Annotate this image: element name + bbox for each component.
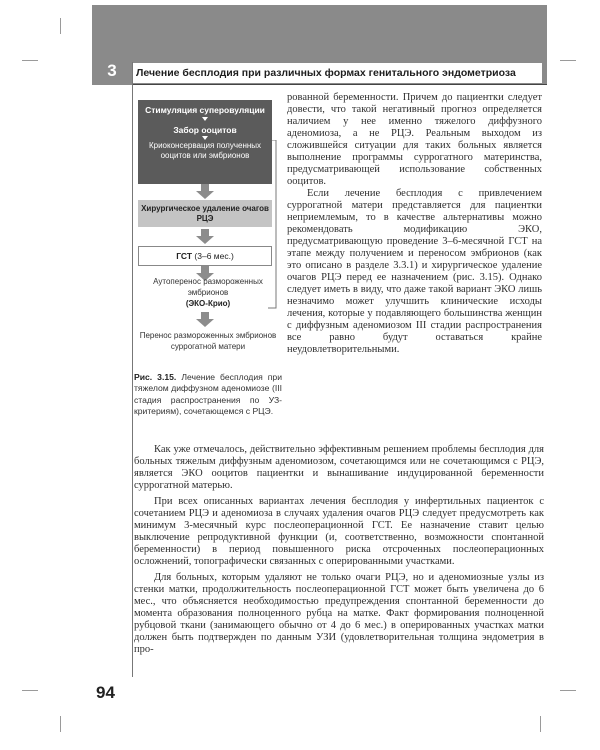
figure-caption-text: Лечение бесплодия при тяжелом диффузном аденомиозе (III стадия распространения по УЗ-критериям), сочетающемся с РЦЭ. — [134, 372, 283, 417]
auto-transfer-text: Аутоперенос размороженных эмбрионов — [153, 277, 263, 297]
stimulation-box — [138, 100, 272, 184]
running-header-title: Лечение бесплодия при различных формах генитального эндометриоза — [132, 63, 542, 83]
surrogate-transfer-step: Перенос размороженных эмбрионов суррогатной матери — [139, 331, 277, 351]
small-arrow-icon — [202, 136, 208, 140]
figure-caption — [134, 372, 282, 418]
oocyte-retrieval-label: Забор ооцитов — [173, 125, 237, 135]
header-rule — [132, 84, 547, 85]
full-width-text — [134, 444, 544, 656]
left-margin-rule — [132, 62, 133, 677]
gst-label: ГСТ — [176, 251, 193, 261]
crop-mark — [22, 60, 38, 61]
small-arrow-icon — [202, 117, 208, 121]
paragraph: рованной беременности. Причем до пациентки следует довести, что такой негативный прогноз определяется наличием у нее именно тяжелого диффузного аденомиоза, а не РЦЭ. Реальным выходом из сложившейся ситуации для таких больных является выполнение программы суррогатного материнства, предусматривающей использование собственных ооцитов. — [287, 92, 542, 187]
figure-label: Рис. 3.15. — [134, 372, 177, 382]
crop-mark — [560, 60, 576, 61]
gst-box — [138, 246, 272, 266]
gst-duration: (3–6 мес.) — [194, 251, 234, 261]
crop-mark — [540, 716, 541, 732]
down-arrow-icon — [195, 229, 215, 245]
paragraph: Если лечение бесплодия с привлечением суррогатной матери представляется для пациентки неприемлемым, то в качестве альтернативы можно рекомендовать модификацию ЭКО, предусматривающую проведение 3–6-месячной ГСТ на этапе между получением и переносом эмбрионов (как это описано в разделе 3.3.1) и хирургическое удаление очагов РЦЭ перед ее назначением (рис. 3.15). Однако следует иметь в виду, что даже такой вариант ЭКО лишь незначимо может улучшить клинические исходы лечения, которые у подавляющего большинства женщин с диффузным аденомиозом III стадии распространения все равно будут оставаться крайне неудовлетворительными. — [287, 188, 542, 355]
treatment-flow-diagram — [138, 100, 278, 362]
cryopreservation-label: Криоконсервация полученных ооцитов или эмбрионов — [148, 141, 262, 160]
side-connector-line — [266, 140, 278, 310]
chapter-number: 3 — [107, 61, 117, 80]
down-arrow-icon — [195, 312, 215, 328]
crop-mark — [22, 690, 38, 691]
stimulation-label: Стимуляция суперовуляции — [145, 105, 265, 115]
eko-krio-label: (ЭКО-Крио) — [185, 299, 231, 308]
crop-mark — [60, 18, 61, 34]
crop-mark — [560, 690, 576, 691]
crop-mark — [60, 716, 61, 732]
paragraph: Для больных, которым удаляют не только очаги РЦЭ, но и аденомиозные узлы из стенки матки, продолжительность послеоперационной ГСТ может быть увеличена до 6 мес., что объясняется необходимостью предупреждения спонтанной беременности до момента образования полноценного рубца на матке. Факт формирования полноценной рубцовой ткани (занимающего обычно от 4 до 6 мес.) в оперированных участках матки должен быть подтвержден по данным УЗИ (удовлетворительная толщина эндометрия в про- — [134, 572, 544, 655]
page-number: 94 — [96, 683, 115, 702]
auto-transfer-step — [138, 276, 278, 309]
surgery-box: Хирургическое удаление очагов РЦЭ — [138, 200, 272, 227]
down-arrow-icon — [195, 184, 215, 200]
right-column-text — [287, 92, 542, 356]
paragraph: Как уже отмечалось, действительно эффективным решением проблемы бесплодия для больных тяжелым диффузным аденомиозом, сочетающимся или не сочетающимся с РЦЭ, является ЭКО ооцитов пациентки и вынашивание индуцированной беременности суррогатной матерью. — [134, 444, 544, 491]
paragraph: При всех описанных вариантах лечения бесплодия у инфертильных пациенток с сочетанием РЦЭ и аденомиоза в случаях удаления очагов РЦЭ следует предусмотреть как минимум 3-месячный курс послеоперационной ГСТ. Ее назначение ставит целью выключение репродуктивной функции (и, соответственно, возможности спонтанной беременности) в период повышенного риска отсроченных послеоперационных осложнений, топографически связанных с оперированными участками. — [134, 496, 544, 567]
